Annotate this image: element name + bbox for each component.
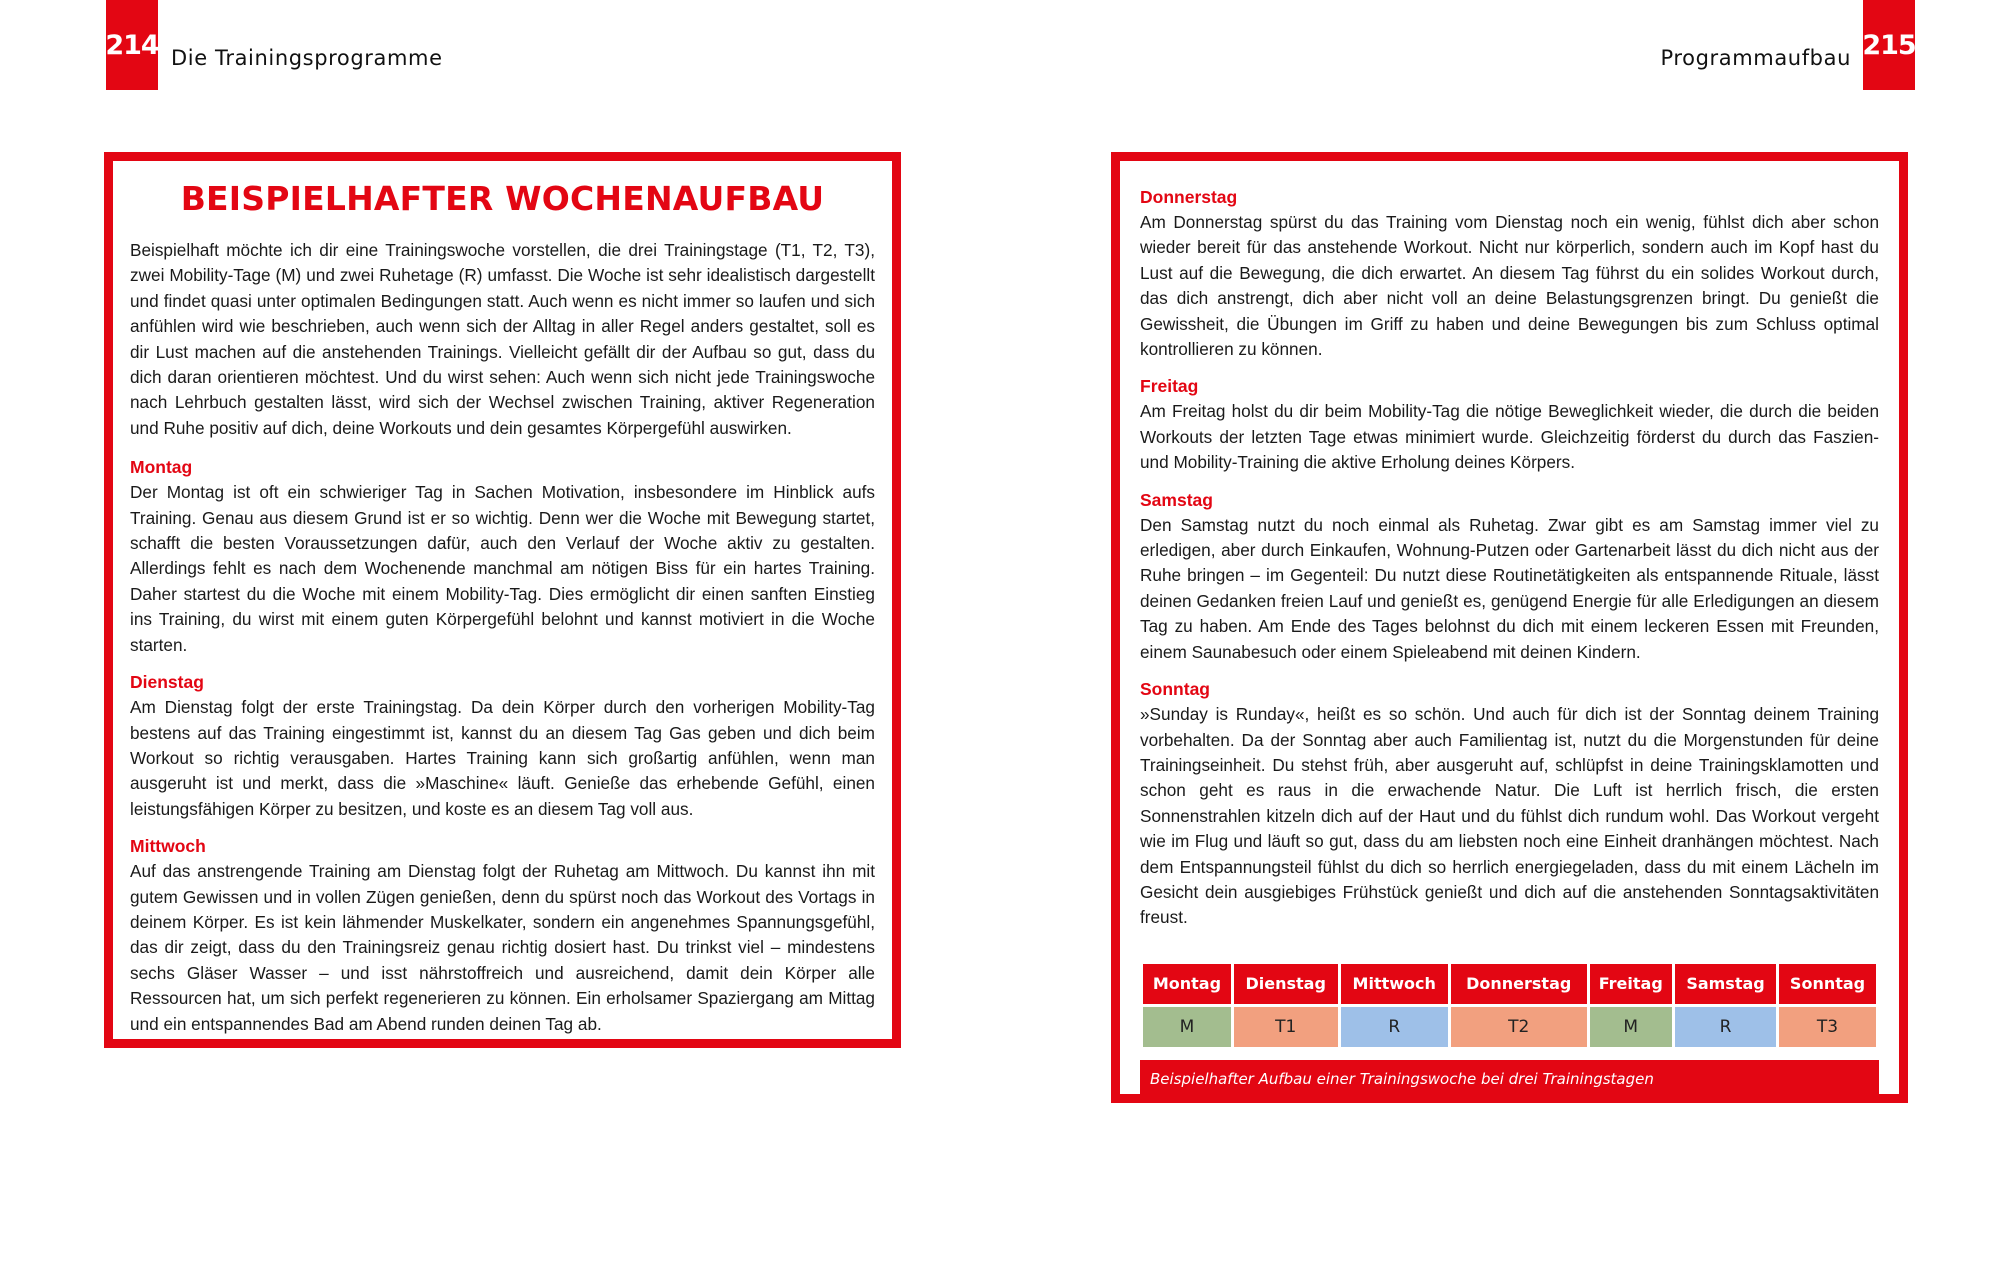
table-header-cell: Sonntag [1779, 964, 1876, 1004]
table-cell: T2 [1451, 1007, 1587, 1047]
day-heading: Samstag [1140, 489, 1213, 510]
week-table-header-row [1143, 964, 1876, 1004]
day-section-donnerstag [1140, 185, 1879, 362]
table-cell: R [1341, 1007, 1448, 1047]
day-text: Am Donnerstag spürst du das Training vom Dienstag noch ein wenig, fühlst dich aber schon wieder bereit für das anstehende Workout. Nicht nur körperlich, sondern auch im Kopf hast du Lust auf die Bewegung, die dich erwartet. An diesem Tag führst du ein solides Workout durch, das dich anstrengt, dich aber nicht voll an deine Belastungsgrenzen bringt. Du genießt die Gewissheit, die Übungen im Griff zu haben und deine Bewegungen bis zum Schluss optimal kontrollieren zu können. [1140, 212, 1879, 360]
day-heading: Dienstag [130, 672, 204, 693]
table-cell: M [1590, 1007, 1673, 1047]
day-text: Am Dienstag folgt der erste Trainingstag. Da dein Körper durch den vorherigen Mobility-Tag bestens auf das Training eingestimmt ist, kannst du an diesem Tag Gas geben und dich beim Workout so richtig verausgaben. Hartes Training kann sich großartig anfühlen, wenn man ausgeruht ist und merkt, dass die »Maschine« läuft. Genieße das erhebende Gefühl, einen leistungsfähigen Körper zu besitzen, und koste es an diesem Tag voll aus. [130, 697, 875, 819]
running-head-right: Programmaufbau [1660, 46, 1851, 70]
day-section-mittwoch [130, 834, 875, 1037]
table-header-cell: Mittwoch [1341, 964, 1448, 1004]
day-heading: Freitag [1140, 376, 1199, 397]
table-header-cell: Freitag [1590, 964, 1673, 1004]
table-header-cell: Donnerstag [1451, 964, 1587, 1004]
day-text: Auf das anstrengende Training am Dienstag folgt der Ruhetag am Mittwoch. Du kannst ihn mit gutem Gewissen und in vollen Zügen genießen, denn du spürst noch das Workout des Vortags in deinem Körper. Es ist kein lähmender Muskelkater, sondern ein angenehmes Spannungsgefühl, das dir zeigt, dass du den Trainingsreiz genau richtig dosiert hast. Du trinkst viel – mindestens sechs Gläser Wasser – und isst nährstoffreich und ausreichend, damit dein Körper alle Ressourcen hat, um sich perfekt regenerieren zu können. Ein erholsamer Spaziergang am Mittag und ein entspannendes Bad am Abend runden deinen Tag ab. [130, 861, 875, 1034]
page-number-right: 215 [1863, 0, 1915, 90]
page-number-left: 214 [106, 0, 158, 90]
day-text: »Sunday is Runday«, heißt es so schön. Und auch für dich ist der Sonntag deinem Training vorbehalten. Da der Sonntag aber auch Familientag ist, nutzt du die Morgenstunden für deine Trainingseinheit. Du stehst früh, aber ausgeruht auf, schlüpfst in deine Trainingsklamotten und schon geht es raus in die erwachende Natur. Die Luft ist herrlich frisch, die ersten Sonnenstrahlen kitzeln dich auf der Haut und du fühlst dich rundum wohl. Das Workout vergeht wie im Flug und läuft so gut, dass du am liebsten noch eine Einheit dranhängen möchtest. Nach dem Entspannungsteil fühlst du dich so herrlich energiegeladen, dass du mit einem Lächeln im Gesicht dein ausgiebiges Frühstück genießt und dich auf die anstehenden Sonntagsaktivitäten freust. [1140, 704, 1879, 928]
week-table-value-row [1143, 1007, 1876, 1047]
day-section-freitag [1140, 374, 1879, 475]
day-section-sonntag [1140, 677, 1879, 931]
day-text: Den Samstag nutzt du noch einmal als Ruhetag. Zwar gibt es am Samstag immer viel zu erledigen, aber durch Einkaufen, Wohnung-Putzen oder Gartenarbeit lässt du dich nicht aus der Ruhe bringen – im Gegenteil: Du nutzt diese Routinetätigkeiten als entspannende Rituale, lässt deinen Gedanken freien Lauf und genießt es, genügend Energie für alle Erledigungen an diesem Tag zu haben. Am Ende des Tages belohnst du dich mit einem leckeren Essen mit Freunden, einem Saunabesuch oder einem Spieleabend mit deinen Kindern. [1140, 514, 1879, 662]
day-text: Am Freitag holst du dir beim Mobility-Tag die nötige Beweglichkeit wieder, die durch die beiden Workouts der letzten Tage etwas minimiert wurde. Gleichzeitig förderst du durch das Faszien- und Mobility-Training die aktive Erholung deines Körpers. [1140, 401, 1879, 473]
table-caption: Beispielhafter Aufbau einer Trainingswoche bei drei Trainingstagen [1140, 1060, 1879, 1098]
weekly-plan-box-right [1111, 152, 1908, 1103]
table-header-cell: Samstag [1675, 964, 1776, 1004]
table-header-cell: Montag [1143, 964, 1231, 1004]
box-title: BEISPIELHAFTER WOCHENAUFBAU [180, 179, 825, 218]
day-section-montag [130, 455, 875, 658]
table-cell: T3 [1779, 1007, 1876, 1047]
intro-paragraph: Beispielhaft möchte ich dir eine Trainingswoche vorstellen, die drei Trainingstage (T1, T2, T3), zwei Mobility-Tage (M) und zwei Ruhetage (R) umfasst. Die Woche ist sehr idealistisch dargestellt und findet quasi unter optimalen Bedingungen statt. Auch wenn es nicht immer so laufen und sich anfühlen wird wie beschrieben, auch wenn sich der Alltag in aller Regel anders gestaltet, soll es dir Lust machen auf die anstehenden Trainings. Vielleicht gefällt dir der Aufbau so gut, dass du dich daran orientieren möchtest. Und du wirst sehen: Auch wenn sich nicht jede Trainingswoche nach Lehrbuch gestalten lässt, wird sich der Wechsel zwischen Training, aktiver Regeneration und Ruhe positiv auf dich, deine Workouts und dein gesamtes Körpergefühl auswirken. [130, 240, 875, 438]
week-table [1140, 961, 1879, 1050]
day-heading: Donnerstag [1140, 187, 1238, 207]
table-cell: M [1143, 1007, 1231, 1047]
day-text: Der Montag ist oft ein schwieriger Tag in Sachen Motivation, insbesondere im Hinblick aufs Training. Genau aus diesem Grund ist er so wichtig. Denn wer die Woche mit Bewegung startet, schafft die besten Voraussetzungen dafür, auch den Verlauf der Woche aktiv zu gestalten. Allerdings fehlt es nach dem Wochenende manchmal am nötigen Biss für ein hartes Training. Daher startest du die Woche mit einem Mobility-Tag. Dies ermöglicht dir einen sanften Einstieg ins Training, du wirst mit einem guten Körpergefühl belohnt und kannst motiviert in die Woche starten. [130, 482, 875, 655]
table-cell: R [1675, 1007, 1776, 1047]
day-section-dienstag [130, 670, 875, 822]
weekly-plan-box-left [104, 152, 901, 1048]
week-table-wrapper [1140, 961, 1879, 1098]
day-heading: Mittwoch [130, 836, 206, 857]
day-heading: Sonntag [1140, 679, 1210, 700]
day-section-samstag [1140, 488, 1879, 665]
running-head-left: Die Trainingsprogramme [171, 46, 443, 70]
table-header-cell: Dienstag [1234, 964, 1338, 1004]
day-heading: Montag [130, 457, 193, 478]
table-cell: T1 [1234, 1007, 1338, 1047]
